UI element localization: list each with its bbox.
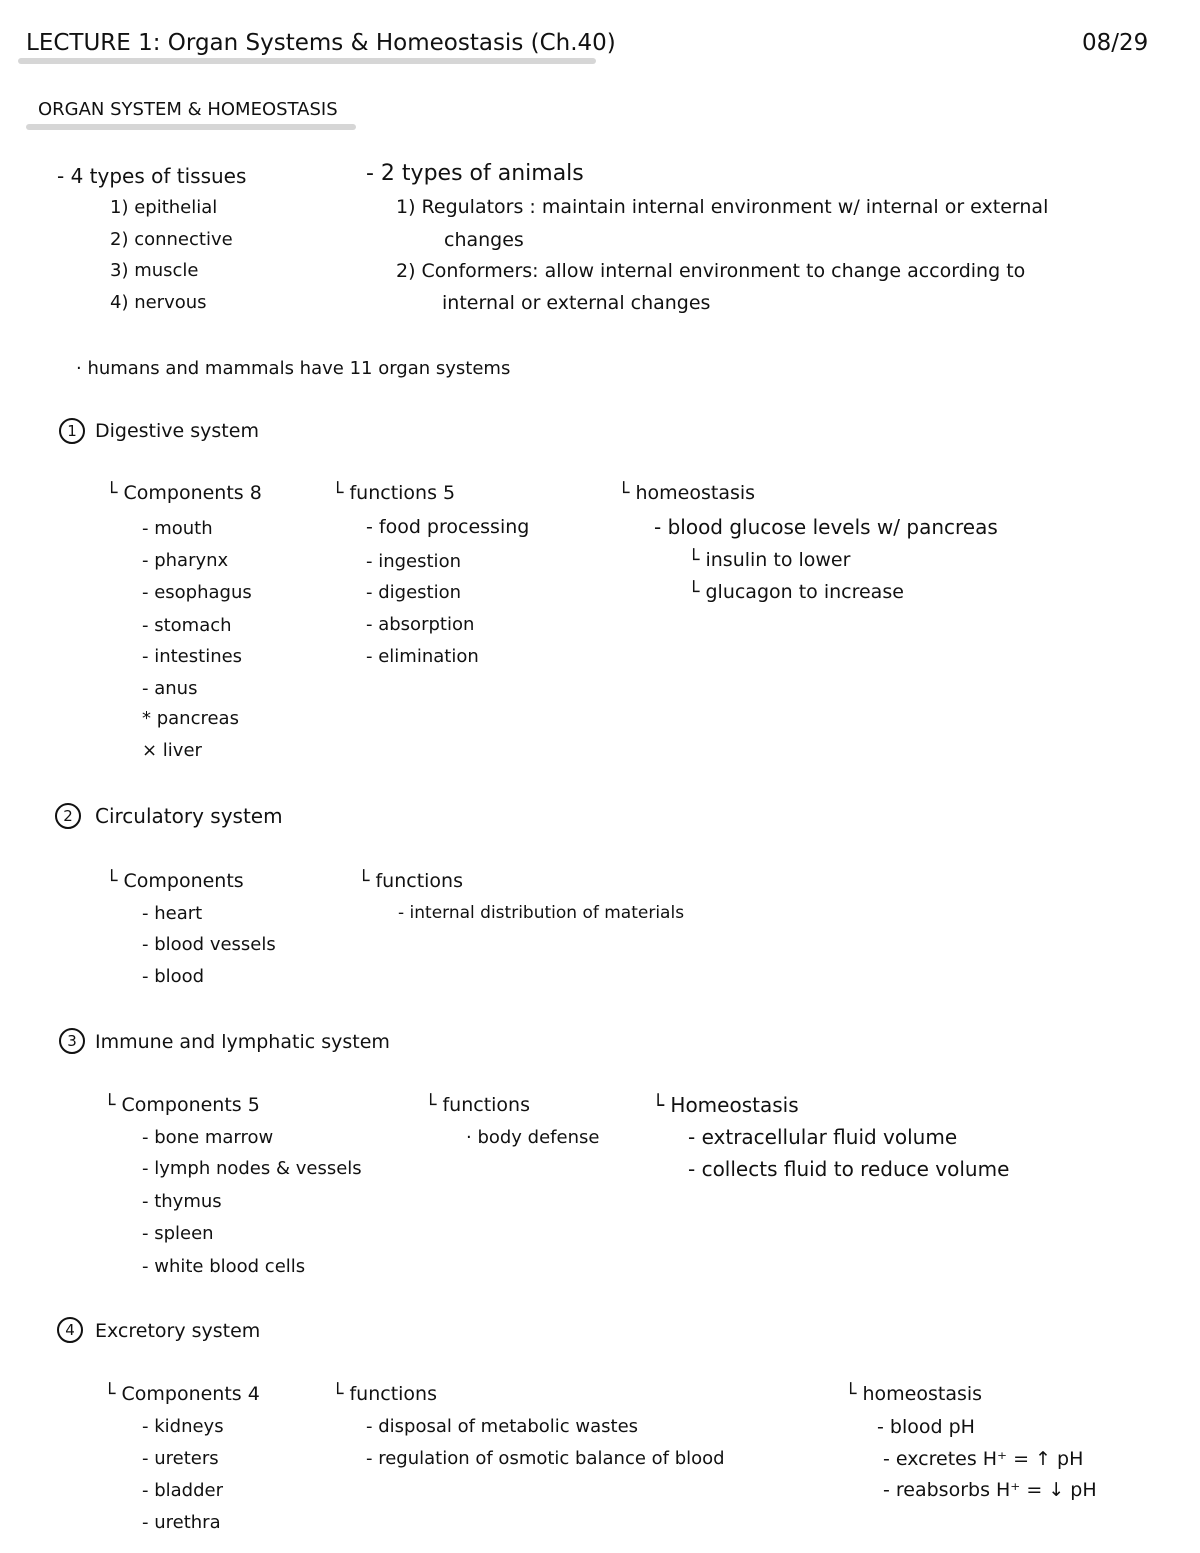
title-underline xyxy=(18,58,596,64)
component-item: - pharynx xyxy=(142,550,229,571)
function-item: - absorption xyxy=(366,614,475,635)
system-title: Digestive system xyxy=(95,420,259,442)
components-heading: └ Components 5 xyxy=(104,1094,260,1116)
component-item: - heart xyxy=(142,903,203,924)
system-title: Circulatory system xyxy=(95,804,283,828)
homeostasis-item: └ glucagon to increase xyxy=(688,581,904,603)
homeostasis-item: - reabsorbs H⁺ = ↓ pH xyxy=(883,1479,1097,1501)
organ-systems-note: · humans and mammals have 11 organ systems xyxy=(76,358,511,379)
number-badge: 4 xyxy=(57,1317,83,1343)
component-item: - blood xyxy=(142,966,205,987)
functions-heading: └ functions xyxy=(358,870,463,892)
function-item: - regulation of osmotic balance of blood xyxy=(366,1448,725,1469)
lecture-title: LECTURE 1: Organ Systems & Homeostasis (Ch.40) xyxy=(26,30,616,56)
component-item: - bladder xyxy=(142,1480,223,1501)
component-item: - lymph nodes & vessels xyxy=(142,1158,362,1179)
functions-heading: └ functions 5 xyxy=(332,482,456,504)
homeostasis-item: └ insulin to lower xyxy=(688,549,851,571)
homeostasis-item: - blood pH xyxy=(877,1416,975,1438)
number-badge: 1 xyxy=(59,418,85,444)
tissue-item: 1) epithelial xyxy=(110,197,218,218)
component-item: - ureters xyxy=(142,1448,219,1469)
component-item: - blood vessels xyxy=(142,934,276,955)
function-item: · body defense xyxy=(466,1127,600,1148)
lecture-date: 08/29 xyxy=(1082,30,1149,56)
animals-heading: - 2 types of animals xyxy=(366,161,584,186)
homeostasis-heading: └ homeostasis xyxy=(845,1383,983,1405)
system-title: Excretory system xyxy=(95,1320,261,1342)
component-item: - spleen xyxy=(142,1223,214,1244)
regulators-line: 1) Regulators : maintain internal environment w/ internal or external xyxy=(396,196,1049,218)
homeostasis-item: - blood glucose levels w/ pancreas xyxy=(654,515,998,539)
homeostasis-heading: └ homeostasis xyxy=(618,482,756,504)
number-badge: 3 xyxy=(59,1028,85,1054)
components-heading: └ Components xyxy=(106,870,244,892)
tissues-heading: - 4 types of tissues xyxy=(57,164,247,188)
function-item: - internal distribution of materials xyxy=(398,903,685,923)
component-item: - stomach xyxy=(142,615,232,636)
component-item: - esophagus xyxy=(142,582,252,603)
function-item: - food processing xyxy=(366,516,530,538)
functions-heading: └ functions xyxy=(425,1094,530,1116)
regulators-line-cont: changes xyxy=(444,229,524,251)
system-title: Immune and lymphatic system xyxy=(95,1031,390,1053)
function-item: - elimination xyxy=(366,646,479,667)
component-item: - mouth xyxy=(142,518,213,539)
component-item: - intestines xyxy=(142,646,243,667)
component-item: - kidneys xyxy=(142,1416,224,1437)
component-item: - anus xyxy=(142,678,198,699)
tissue-item: 3) muscle xyxy=(110,260,199,281)
component-item: * pancreas xyxy=(142,708,239,729)
conformers-line-cont: internal or external changes xyxy=(442,292,711,314)
conformers-line: 2) Conformers: allow internal environment to change according to xyxy=(396,260,1026,282)
function-item: - disposal of metabolic wastes xyxy=(366,1416,639,1437)
homeostasis-heading: └ Homeostasis xyxy=(652,1093,799,1117)
component-item: - urethra xyxy=(142,1512,221,1533)
component-item: - white blood cells xyxy=(142,1256,306,1277)
homeostasis-item: - extracellular fluid volume xyxy=(688,1125,958,1149)
components-heading: └ Components 8 xyxy=(106,482,262,504)
functions-heading: └ functions xyxy=(332,1383,437,1405)
section-heading: ORGAN SYSTEM & HOMEOSTASIS xyxy=(38,99,338,120)
section-underline xyxy=(26,124,356,130)
homeostasis-item: - collects fluid to reduce volume xyxy=(688,1157,1010,1181)
tissue-item: 4) nervous xyxy=(110,292,207,313)
number-badge: 2 xyxy=(55,803,81,829)
component-item: × liver xyxy=(142,740,202,761)
component-item: - thymus xyxy=(142,1191,222,1212)
tissue-item: 2) connective xyxy=(110,229,233,250)
homeostasis-item: - excretes H⁺ = ↑ pH xyxy=(883,1448,1084,1470)
component-item: - bone marrow xyxy=(142,1127,274,1148)
function-item: - ingestion xyxy=(366,551,461,572)
components-heading: └ Components 4 xyxy=(104,1383,260,1405)
function-item: - digestion xyxy=(366,582,462,603)
